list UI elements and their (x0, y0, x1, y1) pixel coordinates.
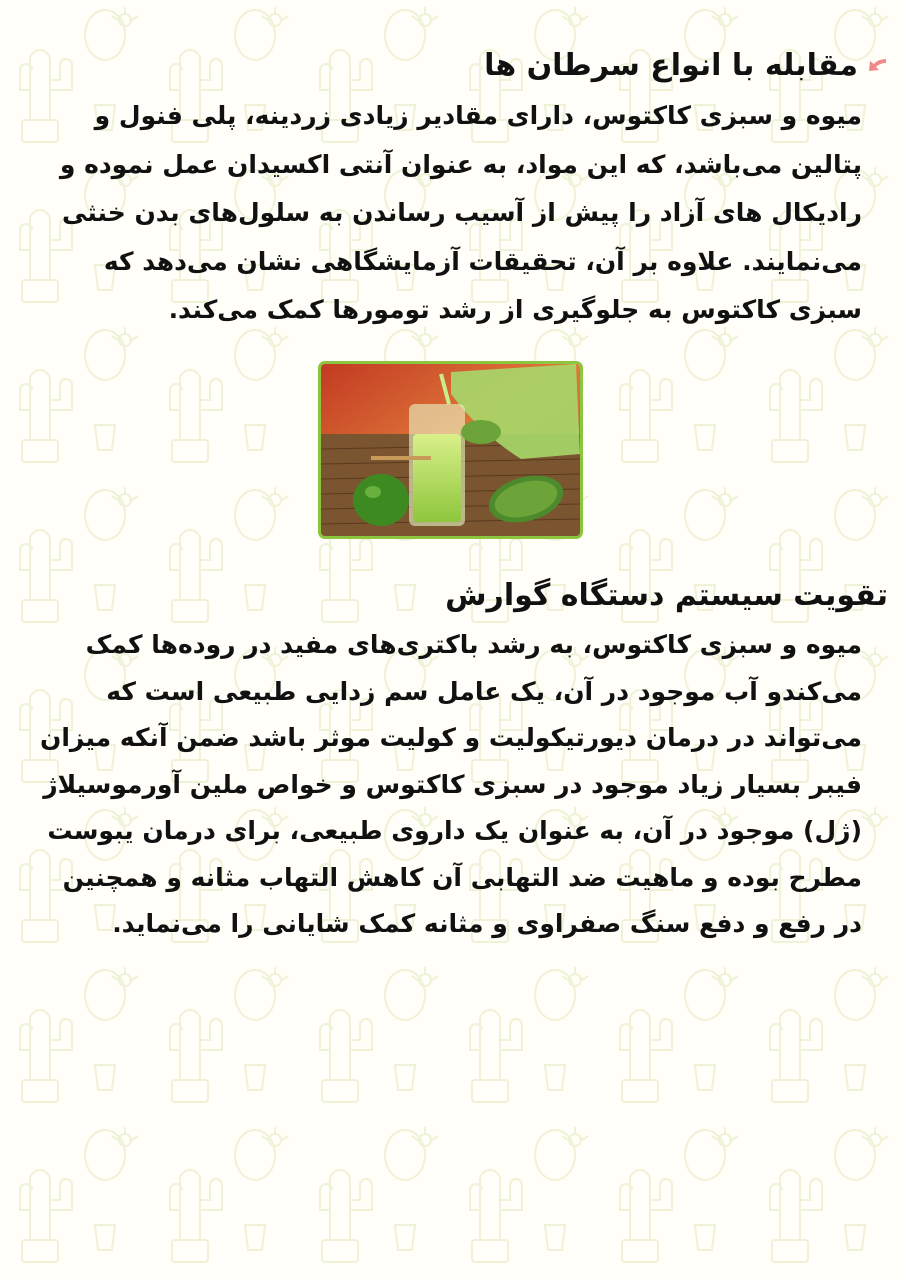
section-paragraph: میوه و سبزی کاکتوس، دارای مقادیر زیادی زردینه، پلی فنول و پتالین می‌باشد، که این مواد، به عنوان آنتی اکسیدان عمل نموده و رادیکال های آزاد را پیش از آسیب رساندن به سلول‌های بدن خنثی می‌نمایند. علاوه بر آن، تحقیقات آزمایشگاهی نشان می‌دهد که سبزی کاکتوس به جلوگیری از رشد تومورها کمک می‌کند. (59, 101, 862, 324)
section-digestion (30, 570, 888, 948)
section-paragraph: میوه و سبزی کاکتوس، به رشد باکتری‌های مفید در روده‌ها کمک می‌کندو آب موجود در آن، یک عامل سم زدایی طبیعی است که می‌تواند در درمان دیورتیکولیت و کولیت موثر باشد ضمن آنکه میزان فیبر بسیار زیاد موجود در سبزی کاکتوس و خواص ملین آورموسیلاژ (ژل) موجود در آن، به عنوان یک داروی طبیعی، برای درمان یبوست مطرح بوده و ماهیت ضد التهابی آن کاهش التهاب مثانه و همچنین در رفع و دفع سنگ صفراوی و مثانه کمک شایانی را می‌نماید. (40, 630, 862, 938)
section-cancer (30, 40, 862, 335)
section-heading: تقویت سیستم دستگاه گوارش (445, 578, 888, 613)
arrow-icon (866, 57, 888, 75)
cactus-juice-photo (318, 361, 583, 539)
section-heading: مقابله با انواع سرطان ها (484, 48, 858, 83)
section-heading-row (30, 570, 888, 622)
section-heading-row (30, 40, 888, 92)
